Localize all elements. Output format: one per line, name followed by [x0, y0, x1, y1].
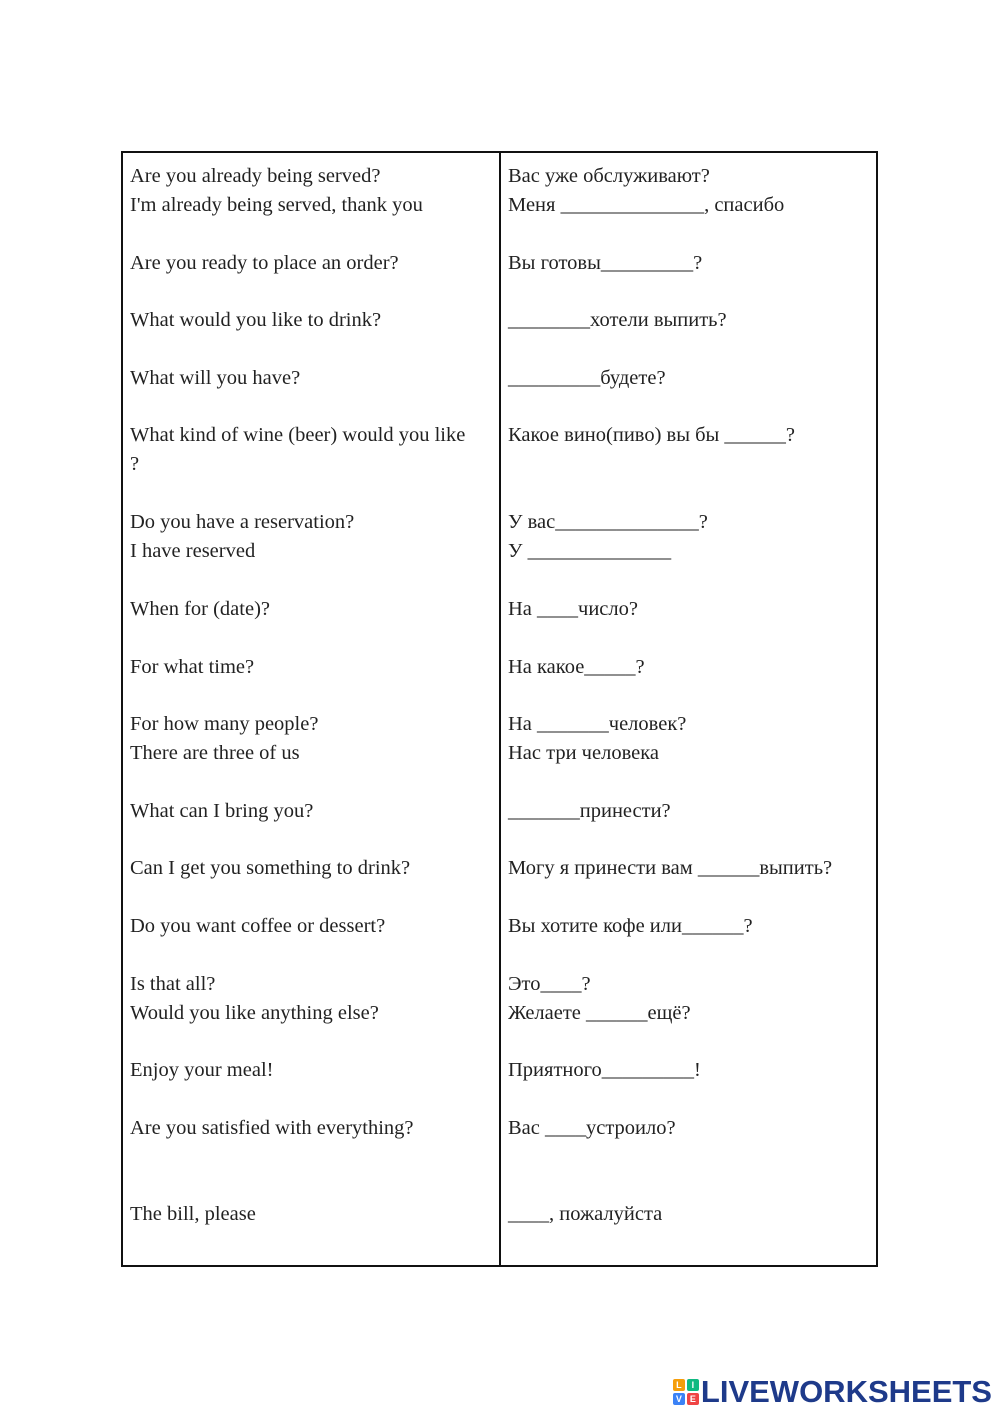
russian-phrase: Вас уже обслуживают?: [508, 165, 710, 187]
russian-phrase: Это____?: [508, 973, 591, 995]
english-phrase: What kind of wine (beer) would you like: [130, 424, 466, 446]
english-phrase: Are you already being served?: [130, 165, 381, 187]
english-phrase: What will you have?: [130, 367, 301, 389]
russian-phrase: Нас три человека: [508, 742, 659, 764]
logo-tile: I: [687, 1379, 699, 1391]
logo-tile: L: [673, 1379, 685, 1391]
russian-phrase: ________хотели выпить?: [508, 309, 727, 331]
russian-phrase: Вас ____устроило?: [508, 1117, 676, 1139]
russian-phrase: _______принести?: [508, 800, 671, 822]
russian-phrase: У ______________: [508, 540, 672, 562]
russian-phrase: _________будете?: [508, 367, 666, 389]
english-phrase: When for (date)?: [130, 598, 270, 620]
phrase-table: [121, 151, 878, 1267]
russian-phrase: Вы готовы_________?: [508, 252, 703, 274]
english-phrase: Do you have a reservation?: [130, 511, 355, 533]
russian-phrase: На ____число?: [508, 598, 638, 620]
liveworksheets-brand[interactable]: [673, 1375, 992, 1409]
english-phrase: The bill, please: [130, 1203, 256, 1225]
english-phrase: What would you like to drink?: [130, 309, 382, 331]
russian-phrase: Желаете ______ещё?: [508, 1002, 691, 1024]
english-phrase: I have reserved: [130, 540, 256, 562]
english-phrase: Is that all?: [130, 973, 216, 995]
russian-phrase: У вас______________?: [508, 511, 708, 533]
russian-phrase: Вы хотите кофе или______?: [508, 915, 753, 937]
liveworksheets-logo-icon: [673, 1379, 699, 1405]
russian-phrase: На какое_____?: [508, 656, 645, 678]
english-phrase: There are three of us: [130, 742, 300, 764]
russian-phrase: На _______человек?: [508, 713, 687, 735]
english-phrase: I'm already being served, thank you: [130, 194, 423, 216]
column-divider: [499, 153, 501, 1265]
english-phrase: Do you want coffee or dessert?: [130, 915, 386, 937]
russian-phrase: Могу я принести вам ______выпить?: [508, 857, 833, 879]
english-phrase: Would you like anything else?: [130, 1002, 379, 1024]
english-phrase: Are you satisfied with everything?: [130, 1117, 414, 1139]
russian-phrase: Меня ______________, спасибо: [508, 194, 785, 216]
english-phrase: For how many people?: [130, 713, 319, 735]
english-phrase: Enjoy your meal!: [130, 1059, 274, 1081]
russian-phrase: ____, пожалуйста: [508, 1203, 663, 1225]
english-phrase: For what time?: [130, 656, 255, 678]
english-phrase: ?: [130, 453, 140, 475]
english-phrase: Are you ready to place an order?: [130, 252, 399, 274]
english-phrase: Can I get you something to drink?: [130, 857, 411, 879]
brand-name: LIVEWORKSHEETS: [700, 1374, 992, 1409]
logo-tile: E: [687, 1393, 699, 1405]
logo-tile: V: [673, 1393, 685, 1405]
english-phrase: What can I bring you?: [130, 800, 314, 822]
russian-phrase: Какое вино(пиво) вы бы ______?: [508, 424, 796, 446]
russian-phrase: Приятного_________!: [508, 1059, 701, 1081]
